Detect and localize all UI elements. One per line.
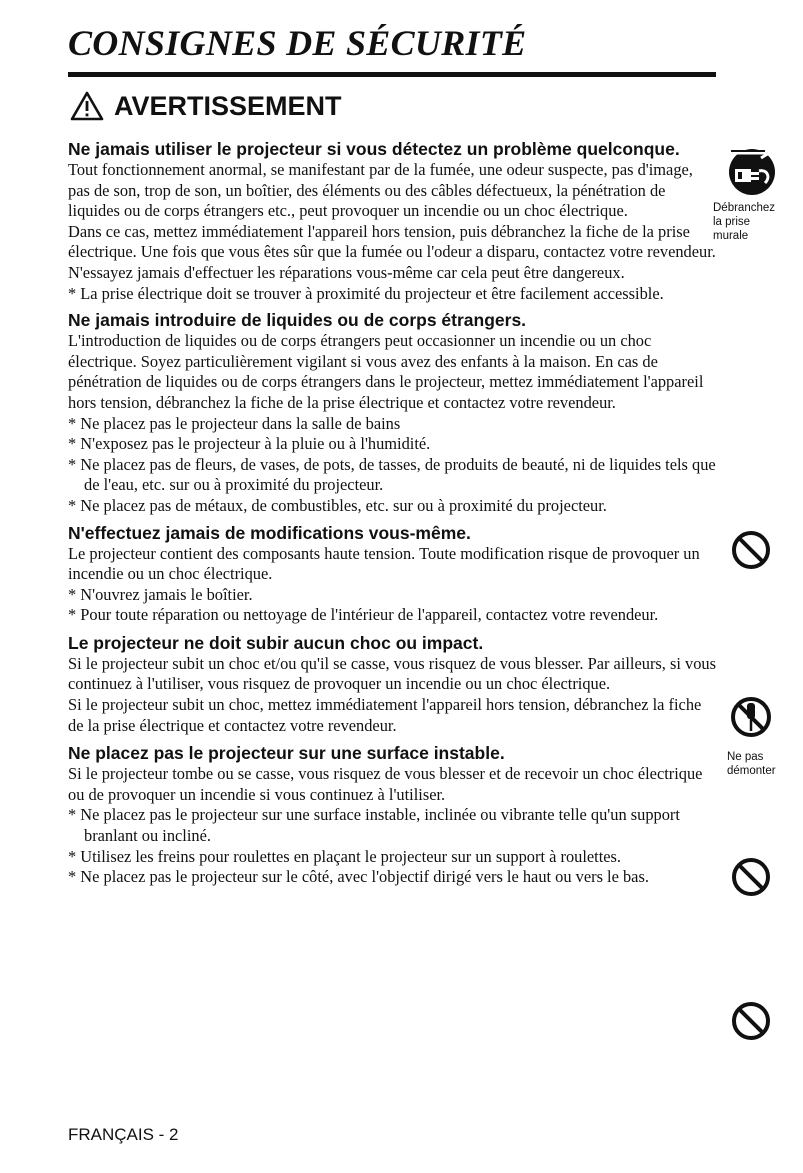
section-liquids <box>68 309 716 516</box>
list-item: * Ne placez pas de fleurs, de vases, de pots, de tasses, de produits de beauté, ni de liquides tels que de l'eau, etc. sur ou à proximité du projecteur. <box>68 454 716 495</box>
prohibited-icon <box>731 1001 771 1041</box>
list-item: * N'exposez pas le projecteur à la pluie ou à l'humidité. <box>68 434 431 454</box>
safety-content <box>68 138 716 888</box>
section-paragraph: Si le projecteur tombe ou se casse, vous risquez de vous blesser et de recevoir un choc électrique ou de provoquer un incendie si vous continuez à l'utiliser. <box>68 764 703 804</box>
page-footer: FRANÇAIS - 2 <box>68 1125 179 1144</box>
section-paragraph: Le projecteur contient des composants haute tension. Toute modification risque de provoquer un incendie ou un choc électrique. <box>68 543 700 584</box>
section-impact <box>68 632 716 736</box>
disassemble-caption: Ne pas démonter <box>727 751 776 777</box>
list-item: * Ne placez pas le projecteur sur le côté, avec l'objectif dirigé vers le haut ou vers le bas. <box>68 867 649 887</box>
list-item: * Pour toute réparation ou nettoyage de l'intérieur de l'appareil, contactez votre revendeur. <box>68 605 659 625</box>
prohibited-icon <box>731 530 771 570</box>
section-heading: Ne jamais utiliser le projecteur si vous détectez un problème quelconque. <box>68 139 680 159</box>
warning-heading <box>70 88 342 124</box>
section-paragraph: L'introduction de liquides ou de corps étrangers peut occasionner un incendie ou un choc électrique. Soyez particulièrement vigilant si vous avez des enfants à la maison. En cas de pénétration de liquides ou de corps étrangers dans le projecteur, mettez immédiatement l'appareil hors tension, débranchez la fiche de la prise électrique et contactez votre revendeur. <box>68 331 704 412</box>
section-paragraph: Tout fonctionnement anormal, se manifestant par de la fumée, une odeur suspecte, pas d'image, pas de son, trop de son, un boîtier, des éléments ou des câbles défectueux, la pénétration de liquides ou de corps étrangers etc., peut provoquer un incendie ou un choc électrique. <box>68 160 693 221</box>
unplug-caption: Débranchez la prise murale <box>713 202 776 242</box>
list-item: * La prise électrique doit se trouver à proximité du projecteur et être facilement accessible. <box>68 283 664 303</box>
section-unstable-surface <box>68 742 716 888</box>
list-item: * Utilisez les freins pour roulettes en plaçant le projecteur sur un support à roulettes. <box>68 846 622 866</box>
list-item: * Ne placez pas le projecteur sur une surface instable, inclinée ou vibrante telle qu'un support branlant ou incliné. <box>68 805 680 846</box>
list-item: * Ne placez pas de métaux, de combustibles, etc. sur ou à proximité du projecteur. <box>68 495 607 515</box>
section-heading: N'effectuez jamais de modifications vous-même. <box>68 522 471 543</box>
list-item: * Ne placez pas le projecteur dans la salle de bains <box>68 413 401 433</box>
section-modifications <box>68 522 716 626</box>
prohibited-icon <box>731 857 771 897</box>
title-rule <box>68 72 716 77</box>
section-paragraph: Si le projecteur subit un choc et/ou qu'il se casse, vous risquez de vous blesser. Par ailleurs, si vous continuez à l'utiliser, vous risquez de provoquer un incendie ou un choc électrique. <box>68 653 716 694</box>
unplug-icon <box>727 143 777 197</box>
do-not-disassemble-icon <box>730 695 772 743</box>
section-paragraph: Dans ce cas, mettez immédiatement l'appareil hors tension, puis débranchez la fiche de la prise électrique. Une fois que vous êtes sûr que la fumée ou l'odeur a disparu, contactez votre revendeur. N'essayez jamais d'effectuer les réparations vous-même car cela peut être dangereux. <box>68 221 716 282</box>
section-paragraph: Si le projecteur subit un choc, mettez immédiatement l'appareil hors tension, débranchez la fiche de la prise électrique et contactez votre revendeur. <box>68 695 702 735</box>
section-heading: Le projecteur ne doit subir aucun choc ou impact. <box>68 632 484 653</box>
warning-triangle-icon <box>70 91 104 121</box>
list-item: * N'ouvrez jamais le boîtier. <box>68 584 253 604</box>
section-heading: Ne placez pas le projecteur sur une surface instable. <box>68 743 505 764</box>
page-title: CONSIGNES DE SÉCURITÉ <box>68 23 527 63</box>
section-problem <box>68 138 716 304</box>
warning-heading-text: AVERTISSEMENT <box>114 90 342 121</box>
section-heading: Ne jamais introduire de liquides ou de corps étrangers. <box>68 310 527 331</box>
